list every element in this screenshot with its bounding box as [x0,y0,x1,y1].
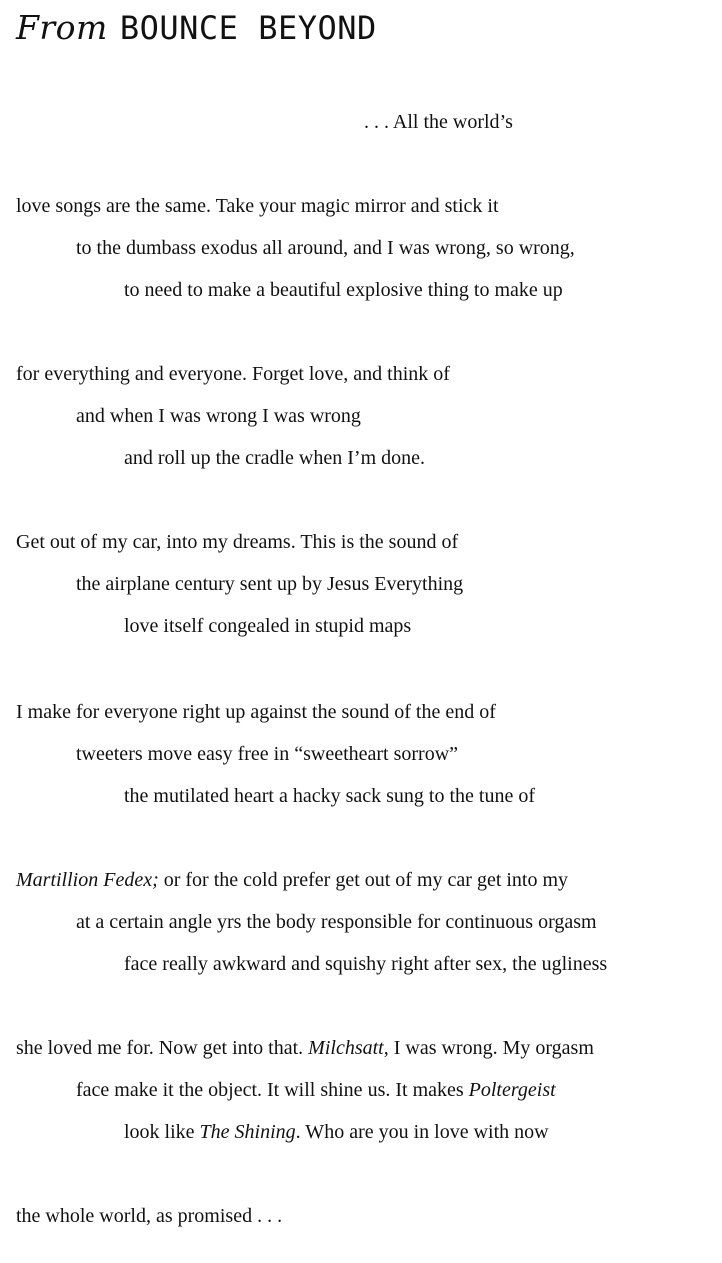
stanza5-line3: face really awkward and squishy right after sex, the ugliness [124,953,608,975]
stanza2-line3: and roll up the cradle when I’m done. [124,447,426,469]
stanza4-line2: tweeters move easy free in “sweetheart sorrow” [76,743,459,765]
stanza6-line1-italic: Milchsatt [308,1037,384,1059]
stanza1-line3: to need to make a beautiful explosive thing to make up [124,279,563,301]
poem-opening-line: . . . All the world’s [364,111,513,133]
stanza4-line1: I make for everyone right up against the sound of the end of [16,701,496,723]
stanza6-line1-part-b: , I was wrong. My orgasm [383,1037,594,1059]
stanza2-line1: for everything and everyone. Forget love, and think of [16,363,450,385]
stanza6-line2-italic: Poltergeist [468,1079,556,1101]
stanza3-line1: Get out of my car, into my dreams. This is the sound of [16,531,459,553]
stanza6-line3-part-a: look like [124,1121,200,1143]
stanza2-line2: and when I was wrong I was wrong [76,405,361,427]
stanza6-line3-italic: The Shining [199,1121,296,1143]
page-title [16,6,377,50]
stanza6-line3-part-b: . Who are you in love with now [295,1121,549,1143]
poem-closing-line: the whole world, as promised . . . [16,1205,283,1227]
title-prefix: From [16,8,108,47]
stanza3-line2: the airplane century sent up by Jesus Everything [76,573,464,595]
stanza6-line2 [76,1077,556,1103]
stanza5-line1-italic: Martillion Fedex; [16,869,159,891]
stanza5-line1-rest: or for the cold prefer get out of my car get into my [158,869,569,891]
stanza6-line2-part-a: face make it the object. It will shine us. It makes [76,1079,469,1101]
stanza5-line2: at a certain angle yrs the body responsible for continuous orgasm [76,911,597,933]
stanza6-line1 [16,1035,594,1061]
title-book-name: BOUNCE BEYOND [119,9,377,47]
stanza3-line3: love itself congealed in stupid maps [124,615,412,637]
stanza6-line3 [124,1119,549,1145]
stanza1-line2: to the dumbass exodus all around, and I was wrong, so wrong, [76,237,575,259]
stanza1-line1: love songs are the same. Take your magic mirror and stick it [16,195,499,217]
stanza5-line1 [16,867,568,893]
stanza4-line3: the mutilated heart a hacky sack sung to the tune of [124,785,535,807]
stanza6-line1-part-a: she loved me for. Now get into that. [16,1037,309,1059]
